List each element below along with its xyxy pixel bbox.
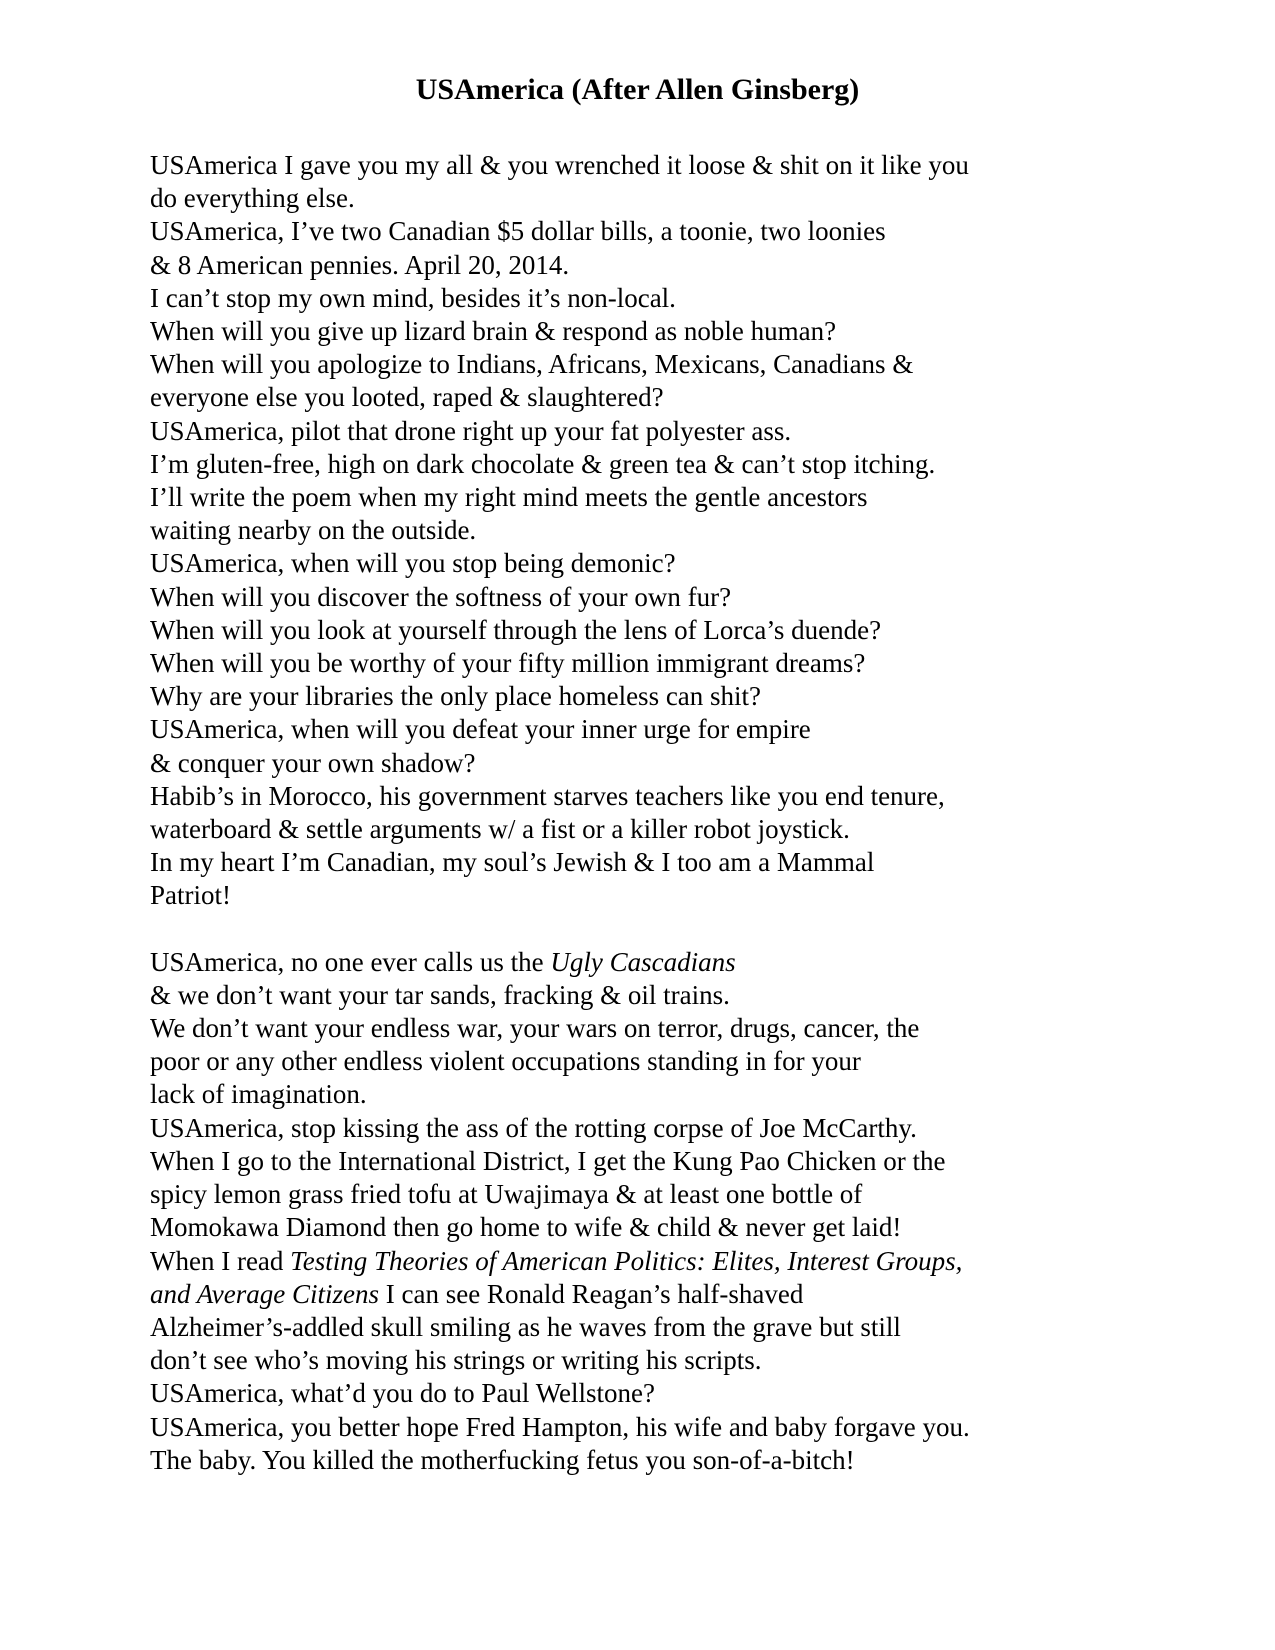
line-text: When will you be worthy of your fifty million immigrant dreams?: [150, 648, 866, 679]
poem-line: [150, 215, 1180, 281]
line-continuation: lack of imagination.: [150, 1079, 367, 1110]
line-continuation: & we don’t want your tar sands, fracking & oil trains.: [150, 979, 730, 1010]
line-text: USAmerica, stop kissing the ass of the rotting corpse of Joe McCarthy.: [150, 1112, 917, 1143]
line-text: When I go to the International District, I get the Kung Pao Chicken or the: [150, 1145, 946, 1176]
poem-line: [150, 415, 1180, 448]
line-text: I’ll write the poem when my right mind meets the gentle ancestors: [150, 482, 868, 513]
line-text: Habib’s in Morocco, his government starves teachers like you end tenure,: [150, 780, 945, 811]
poem-line: [150, 149, 1180, 215]
line-continuation: waiting nearby on the outside.: [150, 515, 477, 546]
poem-line: [150, 581, 1180, 614]
stanza-1: [150, 149, 1180, 913]
line-text: When will you look at yourself through the lens of Lorca’s duende?: [150, 614, 882, 645]
line-text: Why are your libraries the only place homeless can shit?: [150, 681, 762, 712]
stanza-break: [150, 913, 1180, 946]
poem-line: [150, 1012, 1180, 1112]
poem-line: [150, 315, 1180, 348]
line-continuation: don’t see who’s moving his strings or writing his scripts.: [150, 1345, 762, 1376]
line-continuation: & 8 American pennies. April 20, 2014.: [150, 249, 570, 280]
line-continuation: poor or any other endless violent occupations standing in for your: [150, 1046, 861, 1077]
line-continuation: Patriot!: [150, 880, 231, 911]
poem-line: [150, 1377, 1180, 1410]
line-text: I’m gluten-free, high on dark chocolate & green tea & can’t stop itching.: [150, 448, 936, 479]
poem-line: [150, 713, 1180, 779]
line-text: When I read: [150, 1245, 291, 1276]
line-text: When will you give up lizard brain & respond as noble human?: [150, 316, 837, 347]
line-continuation: Momokawa Diamond then go home to wife & child & never get laid!: [150, 1212, 902, 1243]
line-continuation: In my heart I’m Canadian, my soul’s Jewish & I too am a Mammal: [150, 847, 875, 878]
line-text: I can see Ronald Reagan’s half-shaved: [379, 1278, 804, 1309]
line-continuation: The baby. You killed the motherfucking fetus you son-of-a-bitch!: [150, 1444, 855, 1475]
line-continuation: spicy lemon grass fried tofu at Uwajimaya & at least one bottle of: [150, 1179, 863, 1210]
poem-line: [150, 1245, 1180, 1378]
line-italic-text: Ugly Cascadians: [550, 946, 736, 977]
line-continuation: everyone else you looted, raped & slaughtered?: [150, 382, 664, 413]
poem-line: [150, 1112, 1180, 1145]
line-continuation: waterboard & settle arguments w/ a fist or a killer robot joystick.: [150, 814, 850, 845]
line-continuation: & conquer your own shadow?: [150, 747, 476, 778]
stanza-2: [150, 946, 1180, 1477]
line-text: When will you apologize to Indians, Africans, Mexicans, Canadians &: [150, 349, 914, 380]
line-text: USAmerica, pilot that drone right up your fat polyester ass.: [150, 415, 792, 446]
poem-line: [150, 680, 1180, 713]
line-continuation: [150, 1278, 1180, 1311]
line-text: USAmerica, when will you defeat your inner urge for empire: [150, 714, 811, 745]
line-continuation: Alzheimer’s-addled skull smiling as he waves from the grave but still: [150, 1311, 901, 1342]
line-text: I can’t stop my own mind, besides it’s non-local.: [150, 282, 676, 313]
poem-line: [150, 448, 1180, 481]
line-text: USAmerica, no one ever calls us the: [150, 946, 551, 977]
line-text: When will you discover the softness of your own fur?: [150, 581, 732, 612]
line-continuation: do everything else.: [150, 183, 355, 214]
line-text: USAmerica, I’ve two Canadian $5 dollar bills, a toonie, two loonies: [150, 216, 886, 247]
poem-line: [150, 481, 1180, 547]
poem-body: [150, 149, 1180, 1477]
line-italic-text: Testing Theories of American Politics: Elites, Interest Groups,: [290, 1245, 963, 1276]
line-text: USAmerica, what’d you do to Paul Wellstone?: [150, 1378, 655, 1409]
poem-line: [150, 614, 1180, 647]
line-text: USAmerica I gave you my all & you wrenched it loose & shit on it like you: [150, 150, 969, 180]
poem-line: [150, 348, 1180, 414]
poem-line: [150, 547, 1180, 580]
line-text: We don’t want your endless war, your wars on terror, drugs, cancer, the: [150, 1013, 920, 1044]
line-text: USAmerica, when will you stop being demonic?: [150, 548, 676, 579]
poem-line: [150, 282, 1180, 315]
line-text: USAmerica, you better hope Fred Hampton, his wife and baby forgave you.: [150, 1411, 970, 1442]
poem-line: [150, 1145, 1180, 1245]
poem-line: [150, 647, 1180, 680]
poem-line: [150, 946, 1180, 1012]
line-italic-text: and Average Citizens: [150, 1278, 379, 1309]
poem-title: USAmerica (After Allen Ginsberg): [415, 73, 860, 106]
poem-line: [150, 1411, 1180, 1477]
poem-line: [150, 780, 1180, 913]
